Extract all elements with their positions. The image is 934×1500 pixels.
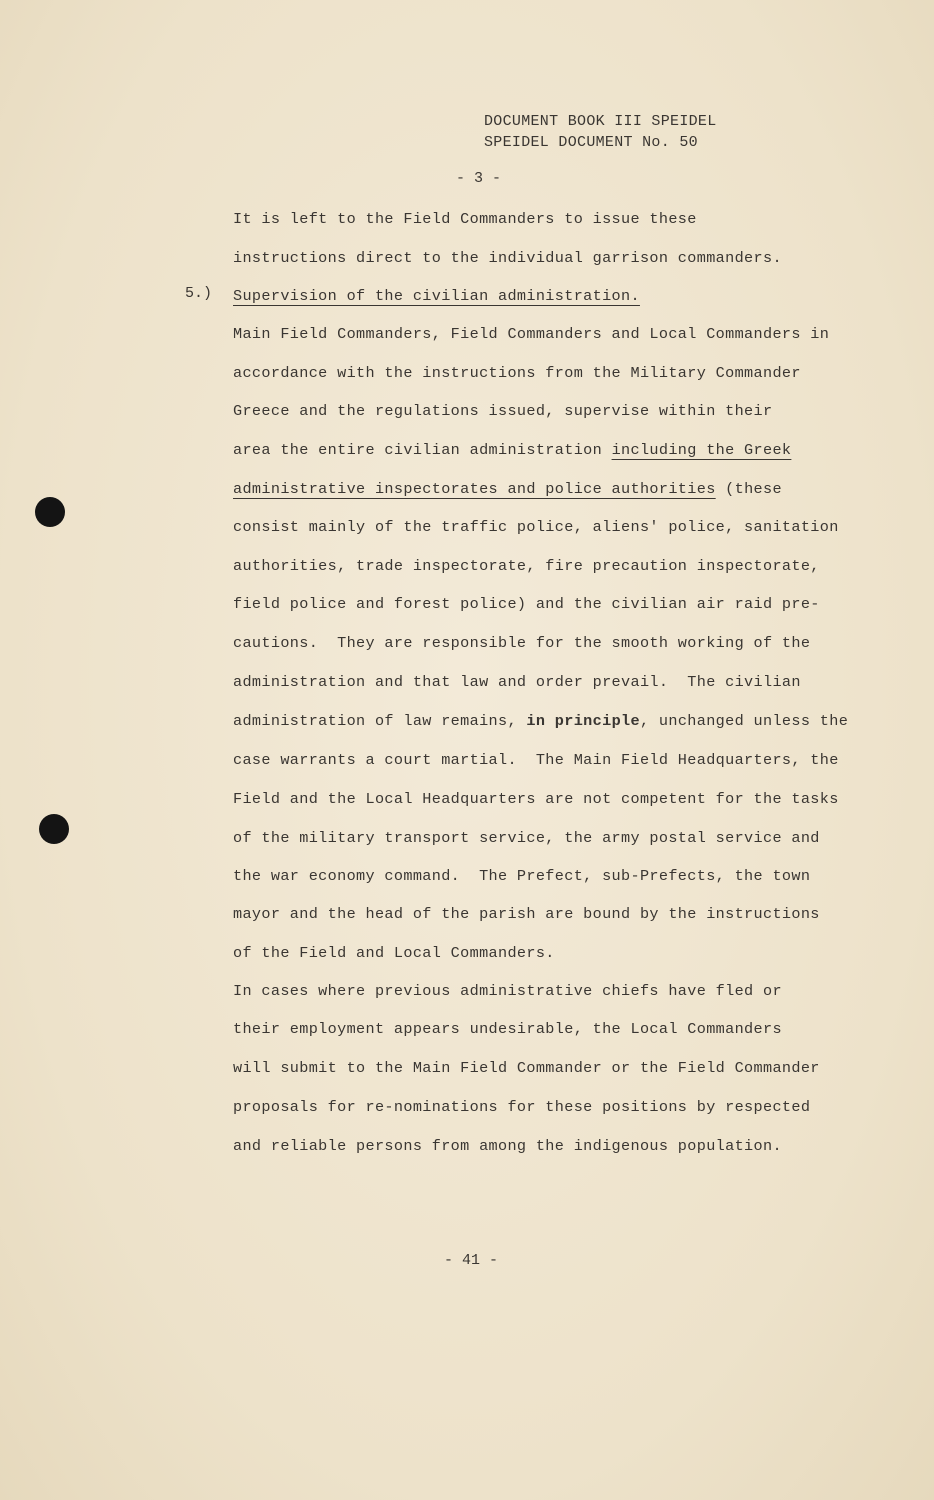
body-line: accordance with the instructions from the Military Commander (233, 364, 801, 382)
body-line: the war economy command. The Prefect, sub-Prefects, the town (233, 867, 811, 885)
body2-line: and reliable persons from among the indigenous population. (233, 1137, 782, 1155)
body-line (233, 480, 782, 498)
underlined-text: administrative inspectorates and police authorities (233, 480, 716, 498)
body-line: Main Field Commanders, Field Commanders and Local Commanders in (233, 325, 830, 343)
intro-line-2: instructions direct to the individual garrison commanders. (233, 249, 782, 267)
footer-page-number: - 41 - (444, 1252, 499, 1269)
punch-hole-bottom (39, 814, 69, 844)
body-line: of the military transport service, the army postal service and (233, 829, 820, 847)
body2-line: their employment appears undesirable, the Local Commanders (233, 1020, 782, 1038)
section-title: Supervision of the civilian administration. (233, 287, 640, 305)
body2-line: In cases where previous administrative chiefs have fled or (233, 982, 782, 1000)
document-header (484, 111, 717, 153)
body-text: area the entire civilian administration (233, 441, 612, 459)
body-line: Field and the Local Headquarters are not competent for the tasks (233, 790, 839, 808)
body-line: of the Field and Local Commanders. (233, 944, 555, 962)
body-line: case warrants a court martial. The Main Field Headquarters, the (233, 751, 839, 769)
underlined-text: including the Greek (611, 441, 792, 459)
handwritten-correction: in principle (526, 712, 640, 730)
body2-line: proposals for re-nominations for these positions by respected (233, 1098, 811, 1116)
body2-line: will submit to the Main Field Commander or the Field Commander (233, 1059, 820, 1077)
body-line (233, 712, 848, 730)
body-line (233, 441, 791, 459)
body-line: administration and that law and order prevail. The civilian (233, 673, 801, 691)
punch-hole-top (35, 497, 65, 527)
body-text: , unchanged unless the (639, 712, 849, 730)
intro-line-1: It is left to the Field Commanders to issue these (233, 210, 697, 228)
body-line: mayor and the head of the parish are bound by the instructions (233, 905, 820, 923)
section-number: 5.) (185, 285, 213, 302)
body-text: administration of law remains, (233, 712, 527, 730)
header-line-2: SPEIDEL DOCUMENT No. 50 (484, 134, 698, 151)
body-line: cautions. They are responsible for the smooth working of the (233, 634, 811, 652)
body-line: field police and forest police) and the civilian air raid pre- (233, 595, 820, 613)
page-number: - 3 - (456, 170, 502, 187)
header-line-1: DOCUMENT BOOK III SPEIDEL (484, 113, 717, 130)
body-text: (these (715, 480, 782, 498)
body-line: authorities, trade inspectorate, fire precaution inspectorate, (233, 557, 820, 575)
body-line: consist mainly of the traffic police, aliens' police, sanitation (233, 518, 839, 536)
body-line: Greece and the regulations issued, supervise within their (233, 402, 773, 420)
